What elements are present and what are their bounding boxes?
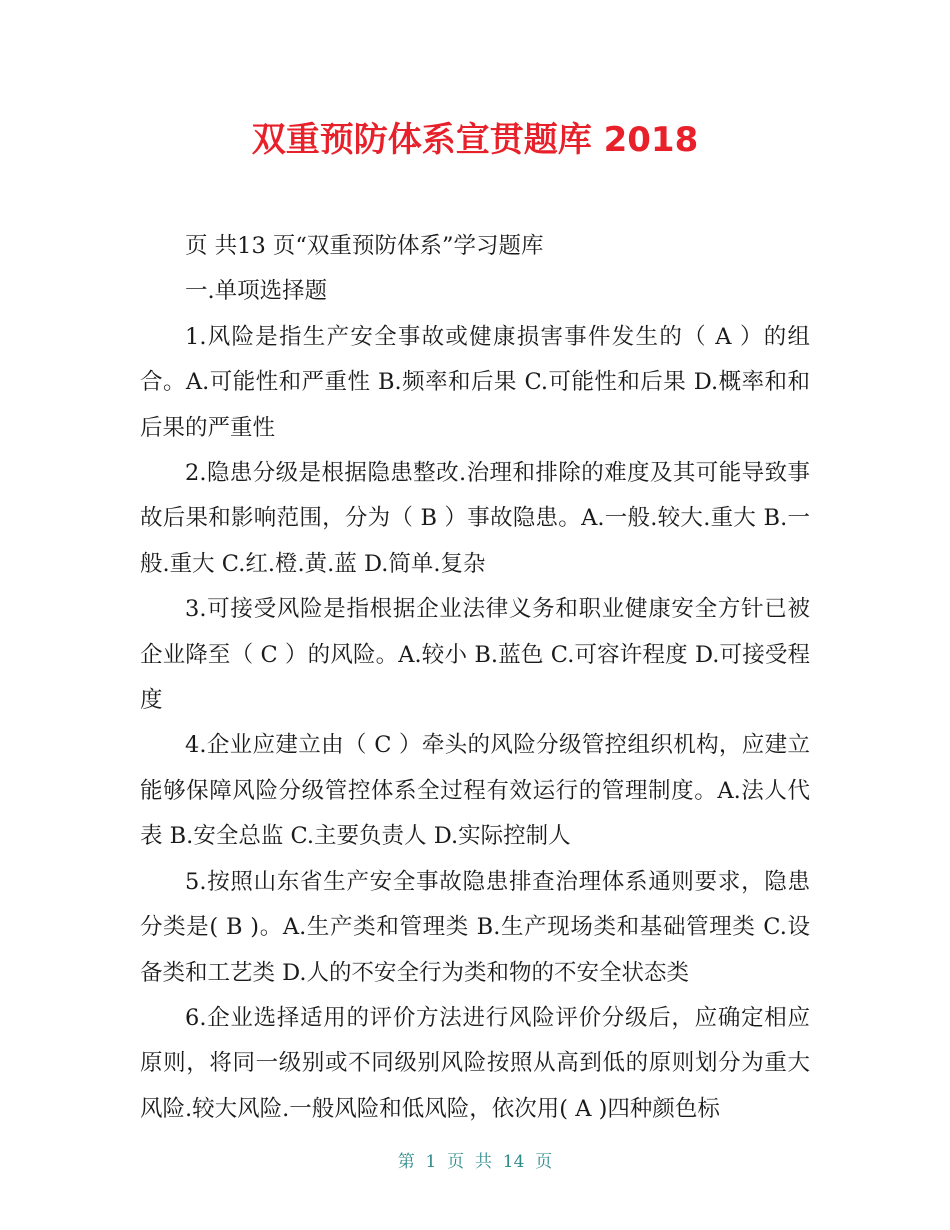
paragraph-heading-line: 页 共13 页“双重预防体系”学习题库 (185, 233, 544, 259)
section-heading: 一.单项选择题 (185, 278, 328, 305)
question-5: 5.按照山东省生产安全事故隐患排查治理体系通则要求，隐患分类是( B )。A.生产类和管理类 B.生产现场类和基础管理类 C.设备类和工艺类 D.人的不安全行为类和物的不安全状态类 (140, 868, 810, 986)
question-3: 3.可接受风险是指根据企业法律义务和职业健康安全方针已被企业降至（ C ）的风险。A.较小 B.蓝色 C.可容许程度 D.可接受程度 (140, 596, 810, 714)
page-footer: 第 1 页 共 14 页 (397, 1152, 553, 1172)
question-4: 4.企业应建立由（ C ）牵头的风险分级管控组织机构，应建立能够保障风险分级管控体系全过程有效运行的管理制度。A.法人代表 B.安全总监 C.主要负责人 D.实际控制人 (140, 732, 810, 850)
question-6: 6.企业选择适用的评价方法进行风险评价分级后，应确定相应原则，将同一级别或不同级别风险按照从高到低的原则划分为重大风险.较大风险.一般风险和低风险，依次用( A )四种颜色标 (140, 1004, 810, 1122)
question-2: 2.隐患分级是根据隐患整改.治理和排除的难度及其可能导致事故后果和影响范围，分为（ B ）事故隐患。A.一般.较大.重大 B.一般.重大 C.红.橙.黄.蓝 D.简单.复杂 (140, 460, 810, 577)
document-title: 双重预防体系宣贯题库 2018 (251, 120, 699, 160)
document-body (140, 224, 810, 1132)
question-1: 1.风险是指生产安全事故或健康损害事件发生的（ A ）的组合。A.可能性和严重性 B.频率和后果 C.可能性和后果 D.概率和和后果的严重性 (140, 323, 810, 441)
